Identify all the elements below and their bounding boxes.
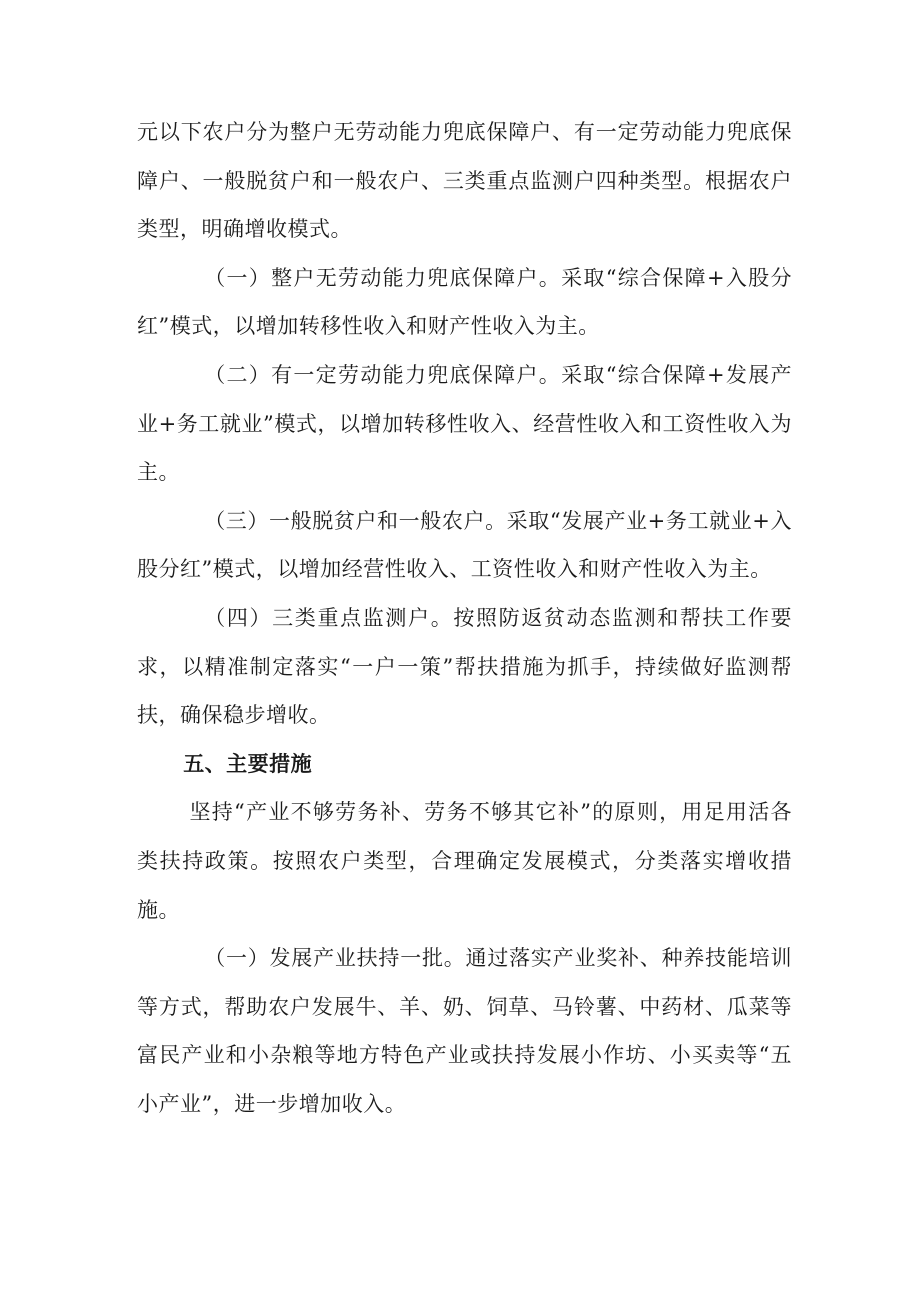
paragraph-type-3: （三）一般脱贫户和一般农户。采取“发展产业+务工就业+入股分红”模式，以增加经营性收入、工资性收入和财产性收入为主。	[137, 508, 792, 582]
paragraph-type-4: （四）三类重点监测户。按照防返贫动态监测和帮扶工作要求，以精准制定落实“一户一策”帮扶措施为抓手，持续做好监测帮扶，确保稳步增收。	[137, 605, 792, 728]
paragraph-type-1: （一）整户无劳动能力兜底保障户。采取“综合保障+入股分红”模式，以增加转移性收入和财产性收入为主。	[137, 265, 792, 339]
paragraph-measures-intro: 坚持“产业不够劳务补、劳务不够其它补”的原则，用足用活各类扶持政策。按照农户类型，合理确定发展模式，分类落实增收措施。	[137, 800, 792, 922]
document-page	[137, 108, 792, 1128]
section-heading: 五、主要措施	[183, 751, 313, 776]
paragraph-measure-1: （一）发展产业扶持一批。通过落实产业奖补、种养技能培训等方式，帮助农户发展牛、羊、奶、饲草、马铃薯、中药材、瓜菜等富民产业和小杂粮等地方特色产业或扶持发展小作坊、小买卖等“五小产业”，进一步增加收入。	[137, 946, 792, 1116]
paragraph-intro: 元以下农户分为整户无劳动能力兜底保障户、有一定劳动能力兜底保障户、一般脱贫户和一般农户、三类重点监测户四种类型。根据农户类型，明确增收模式。	[137, 120, 792, 242]
paragraph-type-2: （二）有一定劳动能力兜底保障户。采取“综合保障+发展产业+务工就业”模式，以增加转移性收入、经营性收入和工资性收入为主。	[137, 362, 792, 485]
